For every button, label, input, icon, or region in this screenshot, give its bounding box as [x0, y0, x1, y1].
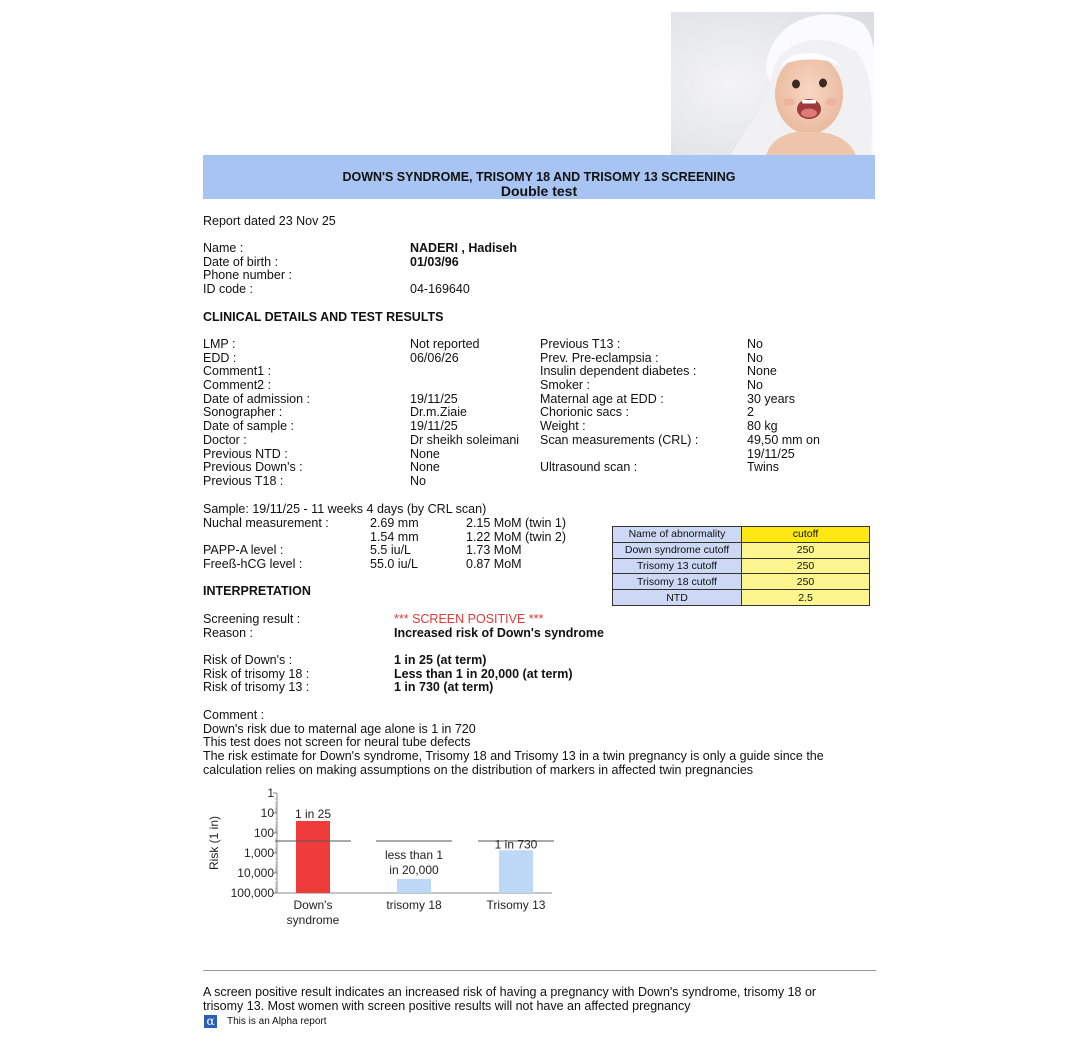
edd-label: EDD :	[203, 350, 237, 365]
report-date: Report dated 23 Nov 25	[203, 214, 336, 228]
scan-measurements-label: Scan measurements (CRL) :	[540, 432, 699, 447]
free-hcg-value: 55.0 iu/L	[370, 557, 418, 572]
blank-label	[540, 448, 698, 462]
data-label: 1 in 25	[294, 806, 332, 821]
patient-name: NADERI , Hadiseh	[410, 241, 517, 255]
nuchal-mom-1: 2.15 MoM (twin 1)	[466, 516, 567, 530]
previous-t18-label: Previous T18 :	[203, 473, 284, 488]
y-tick-label: 10	[260, 806, 274, 820]
row-cutoff: 2.5	[742, 590, 870, 606]
table-row	[613, 542, 870, 558]
previous-t18-value: No	[410, 473, 426, 488]
risk-t13-label: Risk of trisomy 13 :	[203, 680, 310, 695]
scan-measurements-value: 49,50 mm on	[747, 432, 820, 447]
report-title: DOWN'S SYNDROME, TRISOMY 18 AND TRISOMY 13 SCREENING	[342, 170, 736, 184]
smoker-label: Smoker :	[540, 378, 591, 393]
comment2-value	[410, 379, 519, 393]
clinical-left-values	[410, 338, 519, 489]
data-label: 1 in 730	[494, 837, 538, 852]
pre-eclampsia-label: Prev. Pre-eclampsia :	[540, 350, 659, 365]
chorionic-sacs-value: 2	[747, 405, 754, 420]
comment-line: Down's risk due to maternal age alone is 1 in 720	[203, 721, 476, 736]
comment1-value	[410, 365, 519, 379]
previous-ntd-label: Previous NTD :	[203, 446, 288, 461]
previous-t13-value: No	[747, 337, 763, 351]
risk-labels	[203, 654, 309, 695]
y-tick-label: 100,000	[230, 886, 274, 900]
nuchal-label: Nuchal measurement :	[203, 516, 329, 530]
previous-ntd-value: None	[410, 446, 440, 461]
chart-labels	[207, 786, 546, 927]
risk-t18-value: Less than 1 in 20,000 (at term)	[394, 666, 573, 681]
comment-line: The risk estimate for Down's syndrome, Trisomy 18 and Trisomy 13 in a twin pregnancy is only a guide since the	[203, 749, 824, 764]
edd-value: 06/06/26	[410, 350, 459, 365]
footer-divider	[203, 970, 876, 971]
row-name: Down syndrome cutoff	[613, 542, 742, 558]
nuchal-label-2	[203, 531, 329, 545]
patient-labels	[203, 242, 292, 297]
comment-block	[203, 709, 824, 777]
diabetes-value: None	[747, 364, 777, 379]
sample-values	[370, 517, 419, 572]
diabetes-label: Insulin dependent diabetes :	[540, 364, 697, 379]
patient-dob: 01/03/96	[410, 254, 459, 269]
table-row	[613, 590, 870, 606]
clinical-right-values	[747, 338, 820, 475]
footer-line: A screen positive result indicates an increased risk of having a pregnancy with Down's syndrome, trisomy 18 or	[203, 985, 817, 999]
screening-result-value: *** SCREEN POSITIVE ***	[394, 612, 544, 626]
sonographer-label: Sonographer :	[203, 405, 283, 420]
comment-line: This test does not screen for neural tube defects	[203, 735, 471, 750]
row-name: NTD	[613, 590, 742, 606]
row-name: Trisomy 13 cutoff	[613, 558, 742, 574]
y-tick-label: 1,000	[243, 846, 274, 860]
screening-result-label: Screening result :	[203, 612, 301, 626]
weight-value: 80 kg	[747, 419, 778, 434]
table-row	[613, 574, 870, 590]
papp-a-value: 5.5 iu/L	[370, 543, 412, 558]
risk-t13-value: 1 in 730 (at term)	[394, 680, 494, 695]
sample-date-label: Date of sample :	[203, 419, 295, 434]
admission-date-label: Date of admission :	[203, 391, 310, 406]
nuchal-mom-2: 1.22 MoM (twin 2)	[466, 529, 567, 544]
y-tick-label: 100	[253, 826, 274, 840]
comment2-label: Comment2 :	[203, 378, 272, 393]
report-title-banner	[203, 155, 875, 199]
data-label: less than 1	[384, 847, 444, 862]
alpha-logo-icon: α	[204, 1015, 217, 1028]
risk-downs-value: 1 in 25 (at term)	[394, 653, 487, 667]
risk-t18-label: Risk of trisomy 18 :	[203, 666, 310, 681]
id-code-label: ID code :	[203, 282, 254, 297]
risk-values	[394, 654, 573, 695]
sample-line: Sample: 19/11/25 - 11 weeks 4 days (by CRL scan)	[203, 502, 487, 516]
dob-label: Date of birth :	[203, 254, 279, 269]
baby-photo	[671, 12, 874, 156]
footer-text	[203, 986, 816, 1013]
report-subtitle: Double test	[500, 183, 578, 199]
previous-t13-label: Previous T13 :	[540, 337, 621, 351]
data-label: in 20,000	[389, 862, 439, 877]
alpha-report-text: This is an Alpha report	[227, 1016, 327, 1027]
table-row	[613, 558, 870, 574]
papp-a-mom: 1.73 MoM	[466, 543, 522, 558]
previous-downs-value: None	[410, 460, 440, 475]
comment-line: calculation relies on making assumptions on the distribution of markers in affected twin pregnancies	[203, 762, 754, 777]
patient-id-code: 04-169640	[410, 282, 470, 297]
sonographer-value: Dr.m.Ziaie	[410, 405, 467, 420]
bar-1	[296, 821, 330, 893]
lmp-label: LMP :	[203, 337, 236, 351]
clinical-heading: CLINICAL DETAILS AND TEST RESULTS	[203, 310, 444, 324]
row-cutoff: 250	[742, 558, 870, 574]
nuchal-value-1: 2.69 mm	[370, 516, 419, 530]
sample-date-value: 19/11/25	[410, 419, 458, 434]
category-label: trisomy 18	[386, 898, 442, 912]
y-tick-label: 1	[267, 786, 274, 800]
header-abnormality: Name of abnormality	[613, 527, 742, 543]
clinical-left-labels	[203, 338, 310, 489]
phone-label: Phone number :	[203, 268, 292, 283]
doctor-value: Dr sheikh soleimani	[410, 432, 520, 447]
cutoff-table-header	[613, 527, 870, 543]
weight-label: Weight :	[540, 419, 586, 434]
y-axis-label: Risk (1 in)	[207, 815, 221, 871]
reason-value: Increased risk of Down's syndrome	[394, 625, 604, 640]
risk-downs-label: Risk of Down's :	[203, 653, 293, 667]
bar-2	[397, 879, 431, 893]
pre-eclampsia-value: No	[747, 350, 763, 365]
screening-labels	[203, 613, 300, 640]
screening-values	[394, 613, 604, 640]
bar-3	[499, 850, 533, 893]
row-cutoff: 250	[742, 574, 870, 590]
ultrasound-scan-value: Twins	[747, 460, 779, 475]
nuchal-value-2: 1.54 mm	[370, 529, 419, 544]
scan-date-value: 19/11/25	[747, 446, 795, 461]
interpretation-heading: INTERPRETATION	[203, 584, 311, 598]
row-cutoff: 250	[742, 542, 870, 558]
free-hcg-mom: 0.87 MoM	[466, 557, 522, 572]
free-hcg-label: Freeß-hCG level :	[203, 557, 303, 572]
patient-phone	[410, 269, 517, 283]
category-label: Trisomy 13	[486, 898, 546, 912]
reason-label: Reason :	[203, 625, 254, 640]
clinical-right-labels	[540, 338, 698, 475]
previous-downs-label: Previous Down's :	[203, 460, 303, 475]
category-label: syndrome	[286, 913, 340, 927]
smoker-value: No	[747, 378, 763, 393]
chorionic-sacs-label: Chorionic sacs :	[540, 405, 629, 420]
lmp-value: Not reported	[410, 337, 480, 351]
risk-chart	[200, 782, 580, 942]
sample-labels	[203, 517, 329, 572]
cutoff-table	[612, 526, 870, 606]
papp-a-label: PAPP-A level :	[203, 543, 284, 558]
maternal-age-value: 30 years	[747, 391, 795, 406]
patient-values	[410, 242, 517, 297]
doctor-label: Doctor :	[203, 432, 247, 447]
footer-line: trisomy 13. Most women with screen positive results will not have an affected pregnancy	[203, 998, 691, 1013]
baby-image	[671, 12, 874, 156]
category-label: Down's	[293, 898, 333, 912]
maternal-age-label: Maternal age at EDD :	[540, 391, 664, 406]
comment1-label: Comment1 :	[203, 364, 272, 379]
header-cutoff: cutoff	[742, 527, 870, 543]
name-label: Name :	[203, 241, 244, 255]
admission-date-value: 19/11/25	[410, 391, 458, 406]
y-tick-label: 10,000	[237, 866, 274, 880]
ultrasound-scan-label: Ultrasound scan :	[540, 460, 638, 475]
sample-mom	[466, 517, 566, 572]
comment-label: Comment :	[203, 708, 265, 722]
row-name: Trisomy 18 cutoff	[613, 574, 742, 590]
